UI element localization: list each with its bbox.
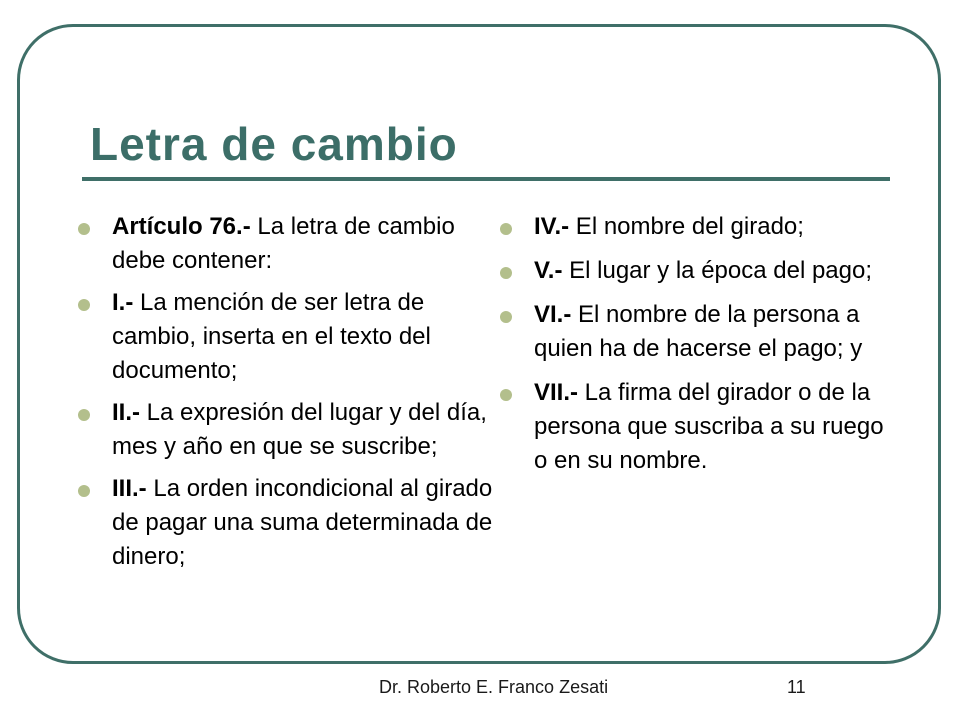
item-label: I.- bbox=[112, 289, 134, 316]
bullet-icon bbox=[78, 485, 90, 497]
item-label: VI.- bbox=[534, 301, 572, 328]
slide-title: Letra de cambio bbox=[90, 118, 458, 170]
list-item bbox=[78, 286, 498, 388]
item-text: La firma del girador o de la persona que suscriba a su ruego o en su nombre. bbox=[534, 379, 884, 474]
list-item bbox=[500, 210, 900, 244]
title-underline bbox=[82, 177, 890, 181]
list-item bbox=[78, 210, 498, 278]
item-text: La letra de cambio debe contener: bbox=[112, 213, 455, 274]
item-text: El nombre de la persona a quien ha de hacerse el pago; y bbox=[534, 301, 863, 362]
list-item bbox=[78, 472, 498, 574]
item-text: La expresión del lugar y del día, mes y año en que se suscribe; bbox=[112, 399, 487, 460]
left-column-list bbox=[78, 210, 498, 582]
bullet-icon bbox=[78, 299, 90, 311]
bullet-icon bbox=[500, 311, 512, 323]
bullet-icon bbox=[78, 409, 90, 421]
item-label: VII.- bbox=[534, 379, 579, 406]
item-label: IV.- bbox=[534, 213, 570, 240]
slide-number: 11 bbox=[787, 677, 806, 697]
bullet-icon bbox=[500, 267, 512, 279]
bullet-icon bbox=[78, 223, 90, 235]
right-column-list bbox=[500, 210, 900, 488]
item-label: III.- bbox=[112, 475, 147, 502]
list-item bbox=[78, 396, 498, 464]
bullet-icon bbox=[500, 389, 512, 401]
item-label: V.- bbox=[534, 257, 563, 284]
item-text: La mención de ser letra de cambio, inserta en el texto del documento; bbox=[112, 289, 431, 384]
item-label: Artículo 76.- bbox=[112, 213, 251, 240]
item-text: La orden incondicional al girado de pagar una suma determinada de dinero; bbox=[112, 475, 493, 570]
bullet-icon bbox=[500, 223, 512, 235]
list-item bbox=[500, 298, 900, 366]
item-text: El nombre del girado; bbox=[569, 213, 804, 240]
item-label: II.- bbox=[112, 399, 140, 426]
item-text: El lugar y la época del pago; bbox=[562, 257, 873, 284]
list-item bbox=[500, 376, 900, 478]
list-item bbox=[500, 254, 900, 288]
footer-author: Dr. Roberto E. Franco Zesati bbox=[379, 677, 609, 697]
